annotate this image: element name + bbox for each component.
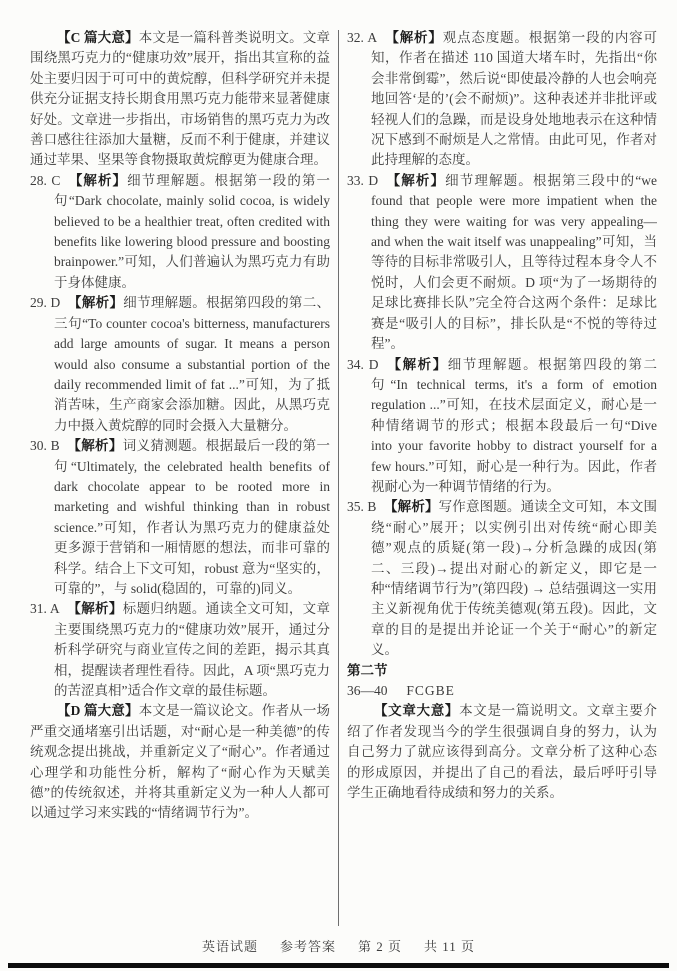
analysis-text: 细节理解题。根据第四段的第二句“In technical terms, it's a form of emotion regulation ...”可知，在技术层面定义，耐心是一种情绪调节的形式；根据本段最后一句“Dive into your favorite hobby to distract yourself for a few hours.”可知，耐心是一种行为。因此，作者视耐心为一种调节情绪的行为。: [371, 356, 657, 494]
question-number-answer: 32. A: [347, 30, 378, 45]
left-column: [30, 28, 330, 932]
question-number-answer: 29. D: [30, 295, 61, 311]
question-number-answer: 33. D: [347, 172, 379, 188]
analysis-tag: 【解析】: [67, 172, 128, 188]
page-footer: [0, 936, 677, 955]
summary-tag: 【C 篇大意】: [57, 30, 139, 45]
passage-overview-summary: [347, 701, 657, 803]
analysis-text: 细节理解题。根据第三段中的“we found that people were more impatient when the thing they were waiting for was very appealing—and when the wait itself was unappealing”可知，当等待的目标非常吸引人，且等待过程本身令人不悦时，人们会更不耐烦。D 项“为了一场期待的足球比赛排长队”完全符合这两个条件：足球比赛是“吸引人的目标”，排长队是“不悦的等待过程”。: [371, 172, 657, 352]
summary-text: 本文是一篇说明文。文章主要介绍了作者发现当今的学生很强调自身的努力，认为自己努力了就应该得到高分。文章分析了这种心态的形成原因，并提出了自己的看法，最后呼吁引导学生正确地看待成绩和努力的关系。: [347, 703, 657, 801]
analysis-text: 细节理解题。根据第四段的第二、三句“To counter cocoa's bitterness, manufacturers add large amounts of sugar. It means a person would also consume a substantial portion of the daily recommended limit of fat ...”可知，为了抵消苦味，生产商家会添加糖。因此，从黑巧克力中摄入黄烷醇的同时会摄入大量糖分。: [54, 295, 331, 433]
question-number-answer: 28. C: [30, 172, 61, 188]
analysis-text: 细节理解题。根据第一段的第一句“Dark chocolate, mainly solid cocoa, is widely believed to be a healthier treat, often credited with benefits like lowering blood pressure and boosting brainpower.”可知，人们普遍认为黑巧克力有助于身体健康。: [54, 172, 331, 290]
answer-item-33: [347, 171, 657, 355]
analysis-text: 写作意图题。通读全文可知，本文围绕“耐心”展开；以实例引出对传统“耐心即美德”观点的质疑(第一段)→分析急躁的成因(第二、三段)→提出对耐心的新定义，即它是一种“情绪调节行为”(第四段) → 总结强调这一实用主义新视角优于传统美德观(第五段)。因此，文章的目的是提出并论证一个关于“耐心”的新定义。: [371, 499, 657, 658]
question-number-answer: 31. A: [30, 601, 60, 617]
answer-item-29: [30, 293, 330, 436]
content-columns: [30, 28, 657, 932]
summary-tag: 【D 篇大意】: [57, 703, 139, 719]
footer-page-number: 第 2 页: [357, 939, 402, 954]
answer-item-35: [347, 497, 657, 660]
footer-doc-subtitle: 参考答案: [279, 939, 336, 954]
passage-c-summary: [30, 28, 330, 171]
bottom-rule: [8, 963, 669, 968]
answer-range: 36—40: [347, 683, 388, 698]
analysis-tag: 【解析】: [383, 499, 439, 515]
analysis-tag: 【解析】: [67, 295, 124, 311]
answer-item-30: [30, 436, 330, 599]
answer-item-28: [30, 171, 330, 293]
right-column: [347, 28, 657, 932]
footer-doc-title: 英语试题: [201, 939, 258, 954]
analysis-tag: 【解析】: [67, 601, 123, 617]
passage-d-summary: [30, 701, 330, 823]
summary-text: 本文是一篇科普类说明文。文章围绕黑巧克力的“健康功效”展开，指出其宣称的益处主要归因于可可中的黄烷醇，但科学研究并未提供充分证据支持长期食用黑巧克力能带来显著健康好处。文章进一步指出，市场销售的黑巧克力为改善口感往往添加大量糖，反而不利于健康，并建议通过苹果、坚果等食物摄取黄烷醇更为健康合理。: [30, 30, 331, 168]
analysis-tag: 【解析】: [67, 438, 123, 454]
summary-text: 本文是一篇议论文。作者从一场严重交通堵塞引出话题，对“耐心是一种美德”的传统观念提出挑战，并重新定义了“耐心”。作者通过心理学和功能性分析，解构了“耐心作为天赋美德”的传统叙述，并将其重新定义为一种人人都可以通过学习来实践的“情绪调节行为”。: [30, 703, 331, 821]
answer-letters: FCGBE: [406, 683, 455, 698]
question-number-answer: 34. D: [347, 356, 379, 372]
answer-key-line: [347, 681, 657, 701]
answer-item-32: [347, 28, 657, 171]
analysis-tag: 【解析】: [385, 356, 448, 372]
answer-item-31: [30, 599, 330, 701]
analysis-text: 观点态度题。根据第一段的内容可知，作者在描述 110 国道大堵车时，先指出“你会非常倒霉”，然后说“即使最冷静的人也会响亮地回答‘是的’(会不耐烦)”。这种表述并非批评或轻视人们的急躁，而是设身处地地表示在这种情况下感到不耐烦是人之常情。由此可见，作者对此持理解的态度。: [371, 30, 657, 168]
footer-page-total: 共 11 页: [424, 939, 476, 954]
analysis-text: 词义猜测题。根据最后一段的第一句“Ultimately, the celebrated health benefits of dark chocolate appear to be rooted more in marketing and wishful thinking than in robust science.”可知，作者认为黑巧克力的健康益处更多源于营销和一厢情愿的想法，而非可靠的科学。结合上下文可知，robust 意为“坚实的，可靠的”，与 solid(稳固的，可靠的)同义。: [54, 438, 331, 596]
question-number-answer: 30. B: [30, 438, 60, 454]
question-number-answer: 35. B: [347, 499, 377, 515]
analysis-text: 标题归纳题。通读全文可知，文章主要围绕黑巧克力的“健康功效”展开，通过分析科学研究与商业宣传之间的差距，揭示其真相，提醒读者理性看待。因此，A 项“黑巧克力的苦涩真相”适合作文章的最佳标题。: [54, 601, 331, 698]
section-heading: 第二节: [347, 662, 388, 678]
analysis-tag: 【解析】: [384, 30, 443, 45]
analysis-tag: 【解析】: [385, 172, 446, 188]
answer-item-34: [347, 355, 657, 498]
summary-tag: 【文章大意】: [374, 703, 460, 719]
column-divider: [338, 30, 339, 926]
